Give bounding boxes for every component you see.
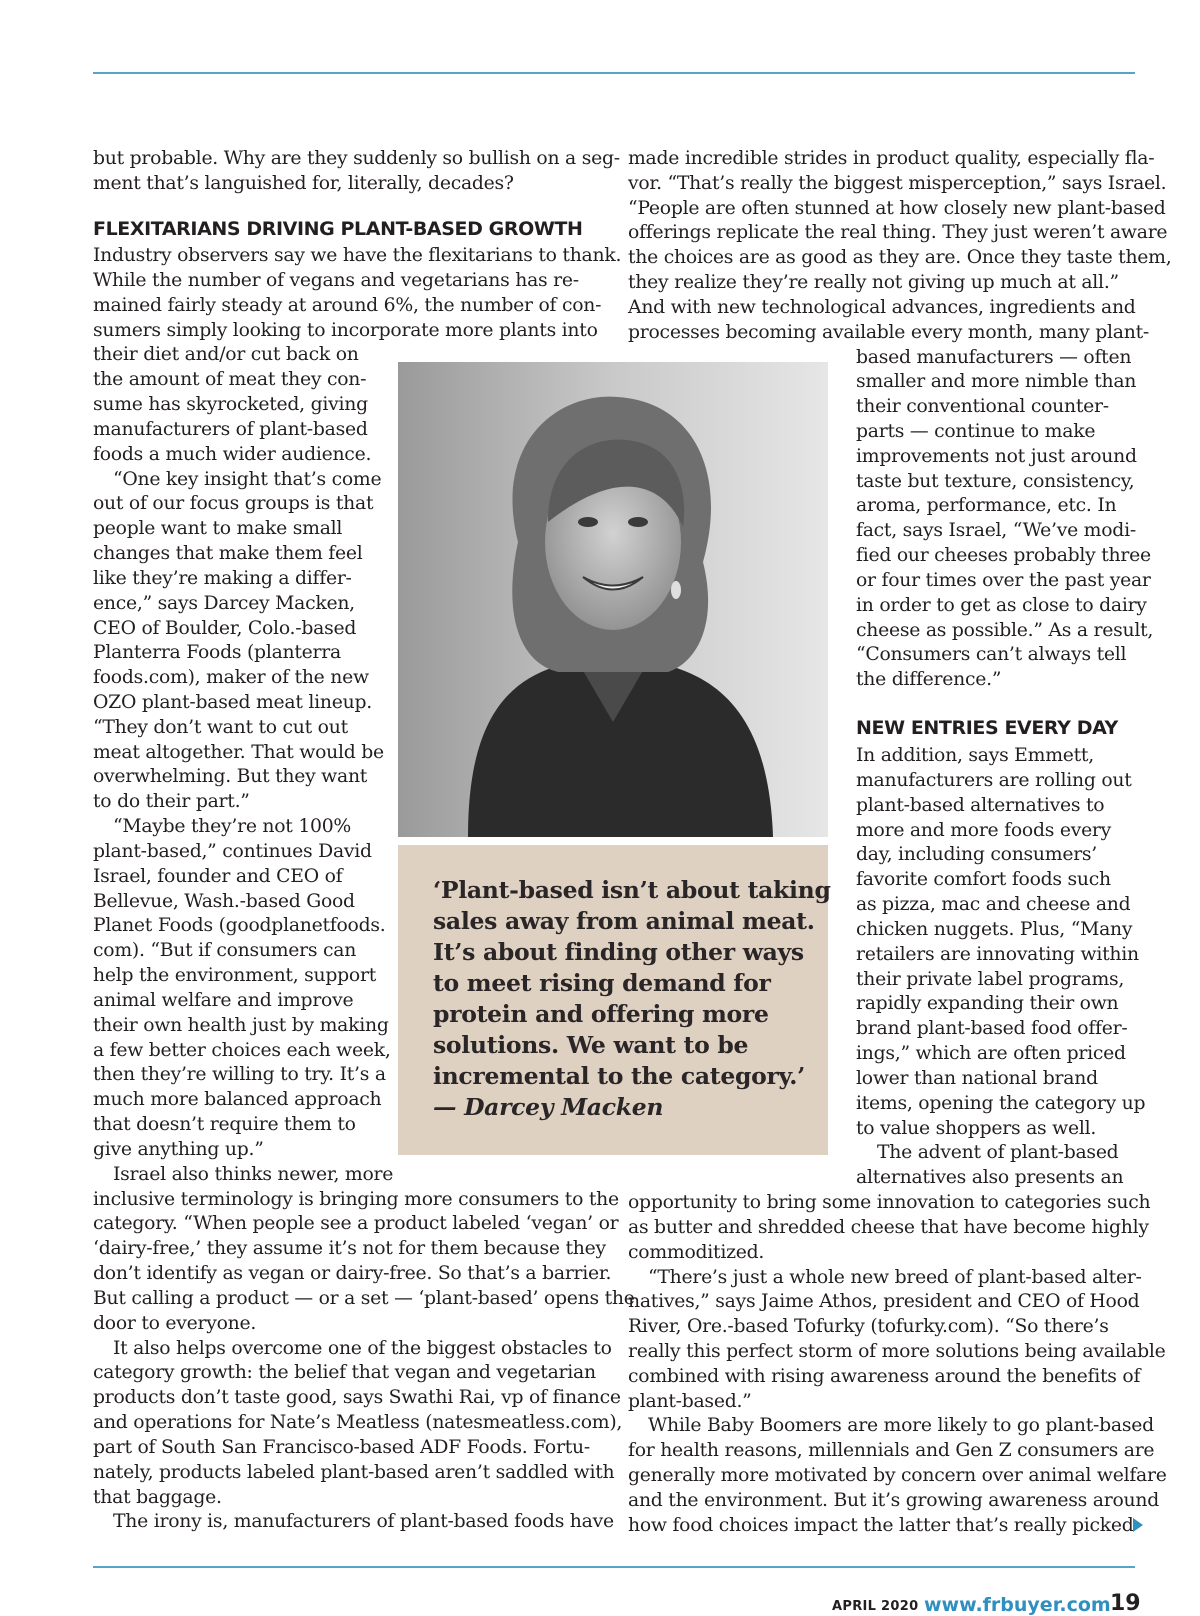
body-line: “One key insight that’s come (113, 469, 382, 490)
body-line: much more balanced approach (93, 1089, 382, 1110)
body-line: then they’re willing to try. It’s a (93, 1064, 386, 1085)
page-number: 19 (1110, 1591, 1141, 1616)
body-line: plant-based alternatives to (856, 795, 1105, 816)
body-line: as pizza, mac and cheese and (856, 894, 1131, 915)
body-line: give anything up.” (93, 1139, 264, 1160)
body-line: door to everyone. (93, 1313, 257, 1334)
body-line: overwhelming. But they want (93, 766, 368, 787)
pull-quote-line: protein and offering more (433, 1000, 769, 1028)
section-heading: FLEXITARIANS DRIVING PLANT-BASED GROWTH (93, 218, 583, 240)
body-line: chicken nuggets. Plus, “Many (856, 919, 1133, 940)
body-line: The irony is, manufacturers of plant-based foods have (113, 1511, 614, 1532)
body-line: to value shoppers as well. (856, 1118, 1097, 1139)
body-line: It also helps overcome one of the biggest obstacles to (113, 1338, 612, 1359)
body-line: for health reasons, millennials and Gen Z consumers are (628, 1440, 1155, 1461)
body-line: people want to make small (93, 518, 343, 539)
body-line: “People are often stunned at how closely new plant-based (628, 198, 1166, 219)
body-line: really this perfect storm of more solutions being available (628, 1341, 1166, 1362)
body-line: While the number of vegans and vegetarians has re- (93, 270, 579, 291)
body-line: category growth: the belief that vegan and vegetarian (93, 1362, 596, 1383)
body-line: based manufacturers — often (856, 347, 1132, 368)
body-line: sumers simply looking to incorporate more plants into (93, 320, 598, 341)
body-line: aroma, performance, etc. In (856, 495, 1117, 516)
body-line: commoditized. (628, 1242, 765, 1263)
body-line: help the environment, support (93, 965, 377, 986)
body-line: While Baby Boomers are more likely to go plant-based (648, 1415, 1154, 1436)
body-line: improvements not just around (856, 446, 1137, 467)
body-line: their conventional counter- (856, 396, 1109, 417)
body-line: “There’s just a whole new breed of plant-based alter- (648, 1267, 1142, 1288)
pull-quote-line: solutions. We want to be (433, 1031, 749, 1059)
body-line: like they’re making a differ- (93, 568, 352, 589)
pull-quote-attribution: — Darcey Macken (433, 1093, 664, 1121)
pull-quote-line: It’s about finding other ways (433, 938, 804, 966)
body-line: The advent of plant-based (877, 1142, 1119, 1163)
portrait-illustration (398, 362, 828, 837)
body-line: ence,” says Darcey Macken, (93, 593, 355, 614)
body-line: parts — continue to make (856, 421, 1096, 442)
bottom-rule (93, 1566, 1135, 1568)
body-line: ment that’s languished for, literally, decades? (93, 173, 514, 194)
pull-quote-line: ‘Plant-based isn’t about taking (433, 876, 831, 904)
body-line: processes becoming available every month, many plant- (628, 322, 1149, 343)
body-line: category. “When people see a product labeled ‘vegan’ or (93, 1213, 619, 1234)
website-link[interactable]: www.frbuyer.com (924, 1594, 1111, 1616)
body-line: ‘dairy-free,’ they assume it’s not for them because they (93, 1238, 606, 1259)
body-line: combined with rising awareness around the benefits of (628, 1366, 1141, 1387)
body-line: meat altogether. That would be (93, 742, 384, 763)
body-line: fied our cheeses probably three (856, 545, 1151, 566)
body-line: day, including consumers’ (856, 844, 1098, 865)
body-line: CEO of Boulder, Colo.-based (93, 618, 357, 639)
body-line: “They don’t want to cut out (93, 717, 348, 738)
body-line: rapidly expanding their own (856, 993, 1119, 1014)
body-line: In addition, says Emmett, (856, 745, 1094, 766)
body-line: their own health just by making (93, 1015, 389, 1036)
body-line: ings,” which are often priced (856, 1043, 1126, 1064)
body-line: cheese as possible.” As a result, (856, 620, 1154, 641)
body-line: alternatives also presents an (856, 1167, 1124, 1188)
body-line: And with new technological advances, ingredients and (628, 297, 1136, 318)
body-line: don’t identify as vegan or dairy-free. So that’s a barrier. (93, 1263, 612, 1284)
body-line: products don’t taste good, says Swathi Rai, vp of finance (93, 1387, 621, 1408)
body-line: or four times over the past year (856, 570, 1151, 591)
body-line: as butter and shredded cheese that have become highly (628, 1217, 1149, 1238)
body-line: animal welfare and improve (93, 990, 354, 1011)
body-line: plant-based,” continues David (93, 841, 372, 862)
section-heading: NEW ENTRIES EVERY DAY (856, 717, 1118, 739)
portrait-photo (398, 362, 828, 837)
body-line: more and more foods every (856, 820, 1112, 841)
body-line: fact, says Israel, “We’ve modi- (856, 520, 1136, 541)
body-line: taste but texture, consistency, (856, 471, 1135, 492)
body-line: “Maybe they’re not 100% (113, 816, 352, 837)
body-line: and the environment. But it’s growing awareness around (628, 1490, 1159, 1511)
body-line: their private label programs, (856, 969, 1125, 990)
body-line: Bellevue, Wash.-based Good (93, 891, 355, 912)
body-line: to do their part.” (93, 791, 250, 812)
body-line: they realize they’re really not giving up much at all.” (628, 272, 1119, 293)
body-line: manufacturers of plant-based (93, 419, 368, 440)
body-line: brand plant-based food offer- (856, 1018, 1128, 1039)
issue-date: APRIL 2020 (832, 1599, 919, 1614)
body-line: plant-based.” (628, 1391, 752, 1412)
body-line: out of our focus groups is that (93, 493, 374, 514)
body-line: mained fairly steady at around 6%, the number of con- (93, 295, 602, 316)
body-line: generally more motivated by concern over animal welfare (628, 1465, 1167, 1486)
body-line: manufacturers are rolling out (856, 770, 1132, 791)
body-line: inclusive terminology is bringing more consumers to the (93, 1189, 619, 1210)
pull-quote (398, 845, 831, 1155)
body-line: sume has skyrocketed, giving (93, 394, 368, 415)
body-line: smaller and more nimble than (856, 371, 1137, 392)
body-line: items, opening the category up (856, 1093, 1146, 1114)
body-line: nately, products labeled plant-based aren’t saddled with (93, 1462, 615, 1483)
body-line: Israel also thinks newer, more (113, 1164, 394, 1185)
body-line: in order to get as close to dairy (856, 595, 1147, 616)
body-line: a few better choices each week, (93, 1040, 391, 1061)
body-line: part of South San Francisco-based ADF Foods. Fortu- (93, 1437, 590, 1458)
body-line: offerings replicate the real thing. They just weren’t aware (628, 222, 1168, 243)
body-line: vor. “That’s really the biggest misperception,” says Israel. (628, 173, 1167, 194)
body-line: natives,” says Jaime Athos, president and CEO of Hood (628, 1291, 1140, 1312)
body-line: how food choices impact the latter that’s really picked (628, 1515, 1134, 1536)
body-line: Planterra Foods (planterra (93, 642, 341, 663)
body-line: that doesn’t require them to (93, 1114, 356, 1135)
body-line: Industry observers say we have the flexitarians to thank. (93, 245, 622, 266)
body-line: but probable. Why are they suddenly so bullish on a seg- (93, 148, 620, 169)
body-line: River, Ore.-based Tofurky (tofurky.com). “So there’s (628, 1316, 1109, 1337)
pull-quote-line: to meet rising demand for (433, 969, 771, 997)
body-line: “Consumers can’t always tell (856, 644, 1127, 665)
body-line: favorite comfort foods such (856, 869, 1111, 890)
body-line: the choices are as good as they are. Once they taste them, (628, 247, 1172, 268)
body-line: But calling a product — or a set — ‘plant-based’ opens the (93, 1288, 635, 1309)
body-line: changes that make them feel (93, 543, 363, 564)
pull-quote-line: incremental to the category.’ (433, 1062, 805, 1090)
body-line: that baggage. (93, 1487, 222, 1508)
body-line: Israel, founder and CEO of (93, 866, 343, 887)
body-line: the amount of meat they con- (93, 369, 367, 390)
body-line: made incredible strides in product quality, especially fla- (628, 148, 1155, 169)
body-line: lower than national brand (856, 1068, 1098, 1089)
body-line: foods.com), maker of the new (93, 667, 369, 688)
body-line: com). “But if consumers can (93, 940, 357, 961)
body-line: and operations for Nate’s Meatless (natesmeatless.com), (93, 1412, 623, 1433)
body-line: foods a much wider audience. (93, 444, 372, 465)
body-line: the difference.” (856, 669, 1002, 690)
top-rule (93, 72, 1135, 74)
body-line: OZO plant-based meat lineup. (93, 692, 372, 713)
continue-arrow-icon (1133, 1518, 1143, 1532)
body-line: opportunity to bring some innovation to categories such (628, 1192, 1151, 1213)
pull-quote-line: sales away from animal meat. (433, 907, 815, 935)
body-line: retailers are innovating within (856, 944, 1139, 965)
body-line: their diet and/or cut back on (93, 344, 359, 365)
body-line: Planet Foods (goodplanetfoods. (93, 915, 386, 936)
